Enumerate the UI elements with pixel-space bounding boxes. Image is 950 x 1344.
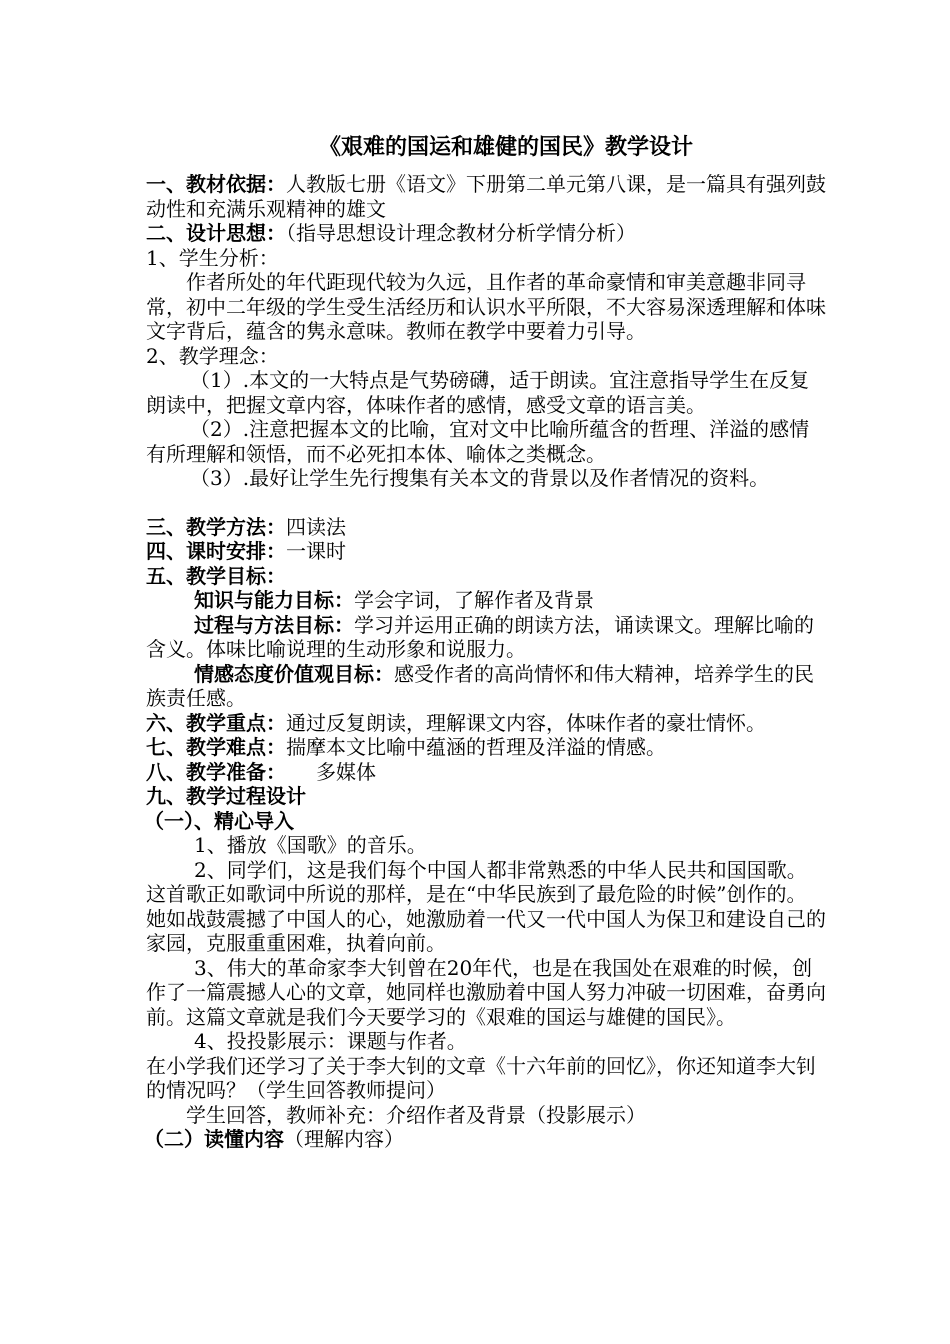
- section-teaching-method: [146, 515, 826, 540]
- section-text: （指导思想设计理念教材分析学情分析）: [286, 221, 636, 245]
- section-label: 四、课时安排：: [146, 539, 286, 563]
- subheading-teaching-concept: 2、教学理念：: [146, 343, 279, 368]
- section-label: 九、教学过程设计: [146, 784, 306, 808]
- goal-text: 学习并运用正确的朗读方法，诵读课文。理解比喻的含义。体味比喻说理的生动形象和说服力。: [146, 612, 814, 661]
- part-label: （一）、精心导入: [144, 808, 294, 833]
- part-read-content: [144, 1127, 826, 1152]
- section-preparation: [146, 760, 826, 785]
- part-label: （二）读懂内容: [144, 1127, 284, 1151]
- goal-emotion: [146, 662, 826, 711]
- paragraph-intro-1: 1、播放《国歌》的音乐。: [194, 833, 427, 857]
- goal-label: 知识与能力目标：: [194, 588, 354, 612]
- section-textbook-basis: [146, 172, 826, 221]
- document-page: [146, 132, 826, 1152]
- paragraph-intro-5: 在小学我们还学习了关于李大钊的文章《十六年前的回忆》，你还知道李大钊的情况吗？（学生回答教师提问）: [146, 1053, 816, 1102]
- section-label: 二、设计思想：: [146, 221, 286, 245]
- section-label: 一、教材依据：: [146, 172, 286, 196]
- paragraph-intro-3: 3、伟大的革命家李大钊曾在20年代，也是在我国处在艰难的时候，创作了一篇震撼人心的文章，她同样也激励着中国人努力冲破一切困难，奋勇向前。这篇文章就是我们今天要学习的《艰难的国运与雄健的国民》。: [146, 955, 826, 1029]
- paragraph-concept-3: （3）.最好让学生先行搜集有关本文的背景以及作者情况的资料。: [190, 466, 770, 490]
- section-process-design: [146, 784, 826, 809]
- section-text: 揣摩本文比喻中蕴涵的哲理及洋溢的情感。: [286, 735, 666, 759]
- part-introduction: [144, 809, 826, 834]
- paragraph-concept-1: （1）.本文的一大特点是气势磅礴，适于朗读。宜注意指导学生在反复朗读中，把握文章内容，体味作者的感情，感受文章的语言美。: [146, 368, 810, 417]
- paragraph-student-analysis: 作者所处的年代距现代较为久远，且作者的革命豪情和审美意趣非同寻常，初中二年级的学生受生活经历和认识水平所限，不大容易深透理解和体味文字背后，蕴含的隽永意味。教师在教学中要着力引导。: [146, 270, 826, 343]
- paragraph-intro-6: 学生回答，教师补充：介绍作者及背景（投影展示）: [186, 1102, 646, 1127]
- document-title: 《艰难的国运和雄健的国民》教学设计: [318, 134, 693, 160]
- part-text: （理解内容）: [284, 1127, 404, 1151]
- section-label: 七、教学难点：: [146, 735, 286, 759]
- blank-line: [146, 491, 826, 515]
- goal-label: 过程与方法目标：: [194, 612, 354, 637]
- section-text: 四读法: [286, 514, 346, 539]
- goal-label: 情感态度价值观目标：: [194, 661, 394, 686]
- section-text: 一课时: [286, 539, 346, 563]
- section-text: 通过反复朗读，理解课文内容，体味作者的豪壮情怀。: [286, 710, 766, 735]
- section-text: 人教版七册《语文》下册第二单元第八课，是一篇具有强列鼓动性和充满乐观精神的雄文: [146, 172, 826, 221]
- paragraph-intro-4: 4、投投影展示：课题与作者。: [194, 1029, 467, 1053]
- section-label: 六、教学重点：: [146, 710, 286, 735]
- section-design-idea: [146, 221, 826, 246]
- section-difficulties: [146, 735, 826, 760]
- section-label: 三、教学方法：: [146, 514, 286, 539]
- section-schedule: [146, 539, 826, 564]
- goal-knowledge: [146, 588, 826, 613]
- goal-text: 感受作者的高尚情怀和伟大精神，培养学生的民族责任感。: [146, 661, 814, 710]
- section-label: 八、教学准备：: [146, 759, 286, 784]
- goal-text: 学会字词，了解作者及背景: [354, 588, 594, 612]
- section-text: 多媒体: [316, 759, 376, 784]
- paragraph-concept-2: （2）.注意把握本文的比喻，宜对文中比喻所蕴含的哲理、洋溢的感情有所理解和领悟，而不必死扣本体、喻体之类概念。: [146, 417, 810, 466]
- subheading-student-analysis: 1、学生分析：: [146, 245, 279, 270]
- section-goals: [146, 564, 826, 589]
- section-label: 五、教学目标：: [146, 563, 286, 588]
- paragraph-intro-2: 2、同学们，这是我们每个中国人都非常熟悉的中华人民共和国国歌。这首歌正如歌词中所说的那样，是在“中华民族到了最危险的时候”创作的。她如战鼓震撼了中国人的心，她激励着一代又一代中国人为保卫和建设自己的家园，克服重重困难，执着向前。: [146, 857, 826, 955]
- goal-process: [146, 613, 826, 662]
- section-key-points: [146, 711, 826, 736]
